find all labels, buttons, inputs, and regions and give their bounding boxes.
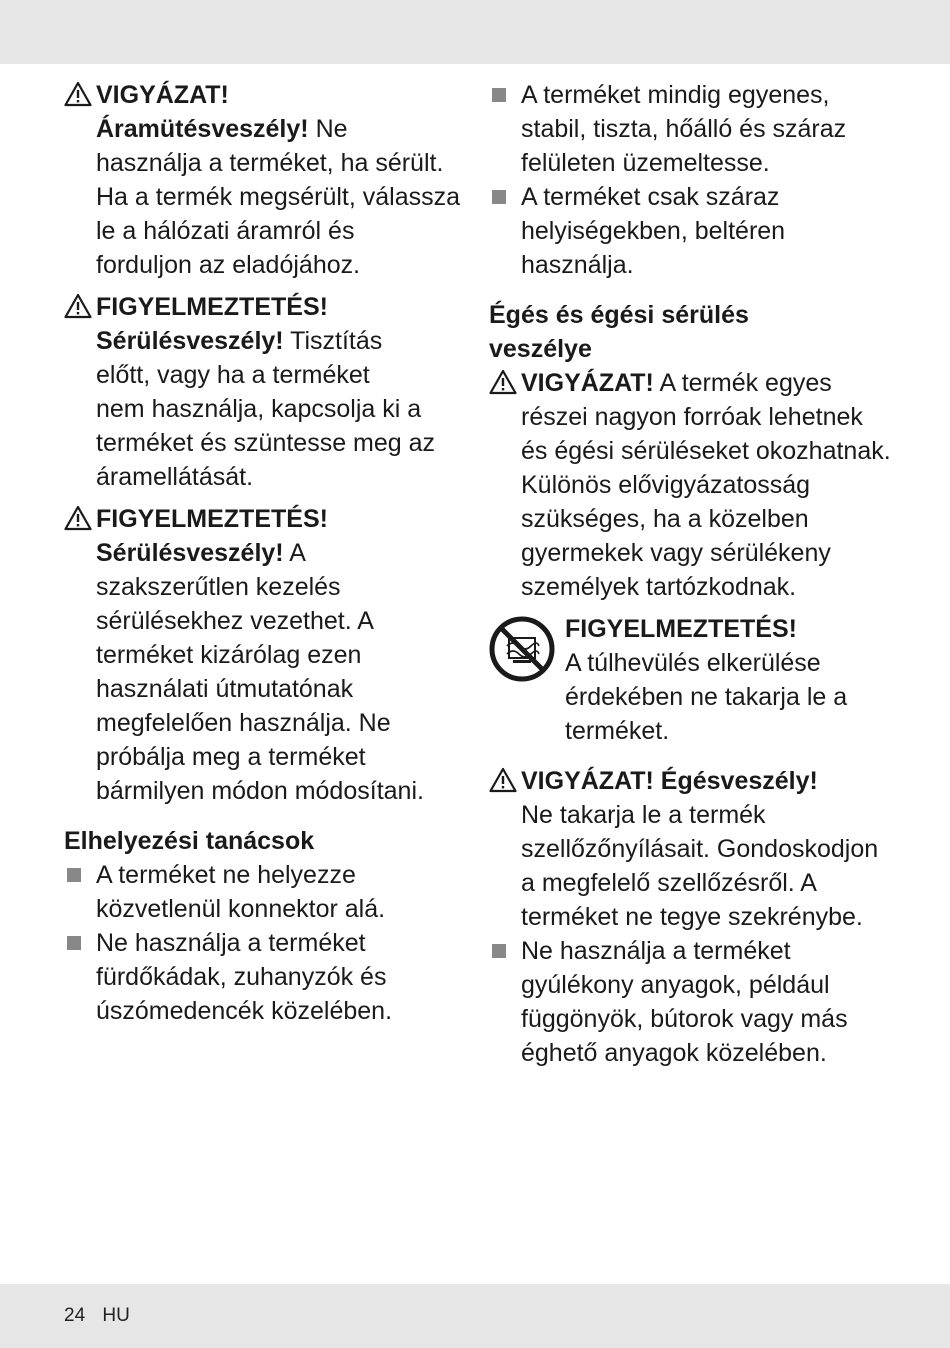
list-item-text: A terméket mindig egyenes, <box>521 81 830 109</box>
do-not-cover-icon <box>489 616 555 682</box>
top-band <box>0 0 950 64</box>
list-item-text: A terméket csak száraz <box>521 183 780 211</box>
bottom-band <box>0 1284 950 1348</box>
bullet-square-icon <box>67 868 81 882</box>
warning-text: szakszerűtlen kezelés <box>96 573 341 601</box>
warning-text: Ne <box>315 115 348 143</box>
list-item-text: Ne használja a terméket <box>521 937 791 965</box>
left-column <box>64 78 464 1028</box>
warning-title: VIGYÁZAT! <box>96 81 229 109</box>
list-item <box>489 78 889 180</box>
warning-triangle-icon <box>489 767 517 793</box>
warning-fire <box>489 764 889 934</box>
list-item <box>64 926 464 1028</box>
warning-subtitle: Áramütésveszély! <box>96 115 309 143</box>
list-item-text: gyúlékony anyagok, például <box>521 971 830 999</box>
warning-text: áramellátását. <box>96 463 254 491</box>
warning-text: sérülésekhez vezethet. A <box>96 607 374 635</box>
warning-text: terméket és szüntesse meg az <box>96 429 436 457</box>
warning-triangle-icon <box>489 369 517 395</box>
list-item-text: felületen üzemeltesse. <box>521 149 770 177</box>
warning-text: próbálja meg a terméket <box>96 743 366 771</box>
list-item-text: úszómedencék közelében. <box>96 997 393 1025</box>
warning-text: forduljon az eladójához. <box>96 251 361 279</box>
list-item-text: használja. <box>521 251 634 279</box>
warning-text: részei nagyon forróak lehetnek <box>521 403 863 431</box>
warning-text: A <box>289 539 306 567</box>
warning-text: le a hálózati áramról és <box>96 217 355 245</box>
warning-text: Ne takarja le a termék <box>521 801 766 829</box>
warning-text: használja a terméket, ha sérült. <box>96 149 444 177</box>
warning-text: terméket ne tegye szekrénybe. <box>521 903 863 931</box>
list-item-text: A terméket ne helyezze <box>96 861 356 889</box>
language-code: HU <box>102 1305 130 1326</box>
list-item-text: függönyök, bútorok vagy más <box>521 1005 848 1033</box>
list-item <box>489 180 889 282</box>
bullet-square-icon <box>492 88 506 102</box>
warning-triangle-icon <box>64 81 92 107</box>
warning-hot-parts <box>489 366 889 604</box>
warning-text: terméket kizárólag ezen <box>96 641 362 669</box>
heading-line: Égés és égési sérülés <box>489 301 749 329</box>
warning-text: gyermekek vagy sérülékeny <box>521 539 831 567</box>
warning-triangle-icon <box>64 293 92 319</box>
warning-subtitle: Sérülésveszély! <box>96 327 284 355</box>
list-item-text: stabil, tiszta, hőálló és száraz <box>521 115 847 143</box>
warning-text: Különös elővigyázatosság <box>521 471 811 499</box>
warning-text: szükséges, ha a közelben <box>521 505 809 533</box>
warning-text: nem használja, kapcsolja ki a <box>96 395 422 423</box>
warning-text: személyek tartózkodnak. <box>521 573 797 601</box>
warning-title: FIGYELMEZTETÉS! <box>565 615 797 643</box>
warning-text: és égési sérüléseket okozhatnak. <box>521 437 891 465</box>
list-item-text: fürdőkádak, zuhanyzók és <box>96 963 387 991</box>
warning-text: érdekében ne takarja le a <box>565 683 848 711</box>
page-footer <box>64 1305 142 1327</box>
list-item-text: helyiségekben, beltéren <box>521 217 786 245</box>
warning-text: előtt, vagy ha a terméket <box>96 361 370 389</box>
warning-text: használati útmutatónak <box>96 675 354 703</box>
warning-subtitle: Sérülésveszély! <box>96 539 284 567</box>
warning-triangle-icon <box>64 505 92 531</box>
list-item <box>489 934 889 1070</box>
warning-overheat <box>489 612 889 748</box>
warning-text: A túlhevülés elkerülése <box>565 649 821 677</box>
list-item <box>64 858 464 926</box>
warning-title: VIGYÁZAT! Égésveszély! <box>521 767 818 795</box>
warning-title: FIGYELMEZTETÉS! <box>96 505 328 533</box>
warning-injury-cleaning <box>64 290 464 494</box>
section-heading-placement: Elhelyezési tanácsok <box>64 827 315 855</box>
heading-line: veszélye <box>489 335 592 363</box>
page-number: 24 <box>64 1305 86 1326</box>
warning-title: VIGYÁZAT! <box>521 369 654 397</box>
warning-injury-misuse <box>64 502 464 808</box>
right-column <box>489 78 889 1070</box>
warning-text: a megfelelő szellőzésről. A <box>521 869 817 897</box>
warning-text: bármilyen módon módosítani. <box>96 777 424 805</box>
warning-text: szellőzőnyílásait. Gondoskodjon <box>521 835 879 863</box>
bullet-square-icon <box>492 944 506 958</box>
section-heading-burn <box>489 298 889 366</box>
warning-text: Tisztítás <box>290 327 383 355</box>
bullet-square-icon <box>492 190 506 204</box>
list-item-text: éghető anyagok közelében. <box>521 1039 827 1067</box>
warning-text: Ha a termék megsérült, válassza <box>96 183 461 211</box>
list-item-text: Ne használja a terméket <box>96 929 366 957</box>
warning-title: FIGYELMEZTETÉS! <box>96 293 328 321</box>
warning-text: megfelelően használja. Ne <box>96 709 391 737</box>
list-item-text: közvetlenül konnektor alá. <box>96 895 386 923</box>
warning-text: terméket. <box>565 717 670 745</box>
warning-text: A termék egyes <box>659 369 832 397</box>
warning-electric-shock <box>64 78 464 282</box>
bullet-square-icon <box>67 936 81 950</box>
